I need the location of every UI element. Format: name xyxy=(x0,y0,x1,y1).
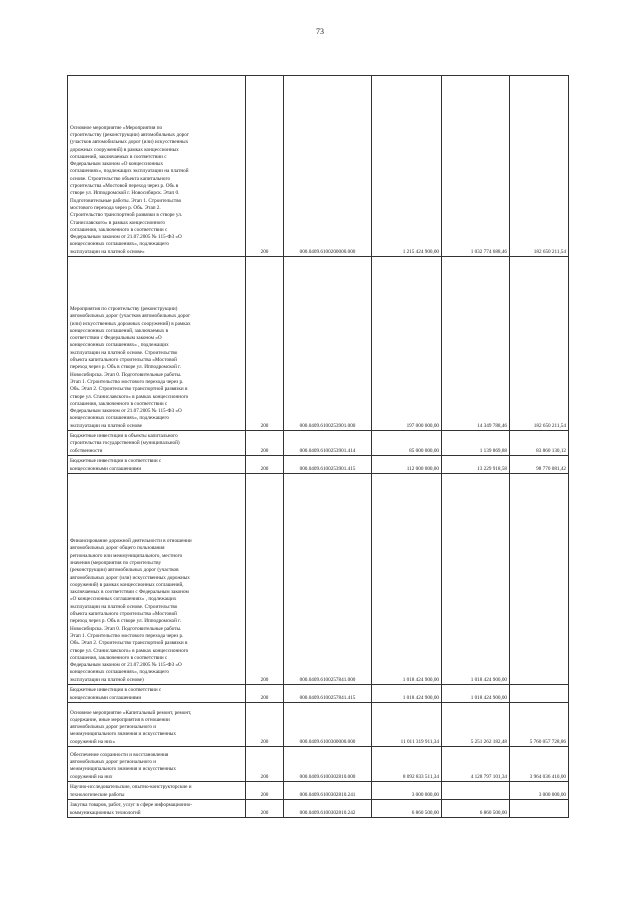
row-code-cell: 200 xyxy=(246,747,284,782)
row-classification-cell: 000.0409.6100302810.000 xyxy=(284,747,372,782)
row-name-cell: Основное мероприятие «Капитальный ремонт, ремонт, содержание, иные мероприятия в отношении автомобильных дорог регионального и межмуниципального значения и искусственных сооружений на них» xyxy=(68,703,246,747)
row-value-cell: 5 251 262 182,48 xyxy=(442,703,510,747)
row-value-cell: 1 215 424 900,00 xyxy=(372,76,442,257)
page-number: 73 xyxy=(316,27,324,36)
row-value-cell: 1 018 424 900,00 xyxy=(442,685,510,703)
table-row xyxy=(68,747,569,782)
row-classification-cell: 000.0409.6100253901.000 xyxy=(284,257,372,431)
row-classification-cell: 000.0409.6100200000.000 xyxy=(284,76,372,257)
row-value-cell xyxy=(510,685,569,703)
table-row xyxy=(68,431,569,456)
row-classification-cell: 000.0409.6100302810.242 xyxy=(284,800,372,818)
budget-table xyxy=(67,75,569,818)
table-row xyxy=(68,76,569,257)
row-classification-cell: 000.0409.6100253901.415 xyxy=(284,456,372,474)
row-code-cell: 200 xyxy=(246,431,284,456)
row-name-cell: Закупка товаров, работ, услуг в сфере информационно- коммуникационных технологий xyxy=(68,800,246,818)
row-value-cell xyxy=(510,800,569,818)
row-name-cell: Обеспечение сохранности и восстановления автомобильных дорог регионального и межмуниципального значения и искусственных сооружений на них xyxy=(68,747,246,782)
row-value-cell xyxy=(510,474,569,685)
row-value-cell: 197 000 000,00 xyxy=(372,257,442,431)
row-value-cell: 83 860 130,12 xyxy=(510,431,569,456)
row-code-cell: 200 xyxy=(246,800,284,818)
table-row xyxy=(68,703,569,747)
row-code-cell: 200 xyxy=(246,474,284,685)
row-value-cell: 1 032 774 688,46 xyxy=(442,76,510,257)
row-value-cell: 5 760 057 728,86 xyxy=(510,703,569,747)
row-value-cell: 3 000 000,00 xyxy=(372,782,442,800)
row-code-cell: 200 xyxy=(246,703,284,747)
row-value-cell: 11 011 319 911,34 xyxy=(372,703,442,747)
row-value-cell: 182 650 211,54 xyxy=(510,257,569,431)
row-classification-cell: 000.0409.6100253901.414 xyxy=(284,431,372,456)
row-name-cell: Бюджетные инвестиции в соответствии с концессионными соглашениями xyxy=(68,456,246,474)
row-value-cell: 8 092 833 511,34 xyxy=(372,747,442,782)
row-value-cell: 3 000 000,00 xyxy=(510,782,569,800)
row-value-cell: 1 018 424 900,00 xyxy=(372,685,442,703)
row-value-cell: 3 964 036 410,00 xyxy=(510,747,569,782)
row-value-cell: 6 860 500,00 xyxy=(442,800,510,818)
row-value-cell: 182 650 211,54 xyxy=(510,76,569,257)
table-row xyxy=(68,800,569,818)
row-name-cell: Основное мероприятие «Мероприятия по строительству (реконструкции) автомобильных дорог (участков автомобильных дорог (или) искусственных дорожных сооружений) в рамках концессионных соглашений, заключаемых в соответствии с Федеральным законом «О концессионных соглашениях», подлежащих эксплуатации на платной основе. Строительство объекта капитального строительства «Мостовой переход через р. Обь в створе ул. Ипподромской г. Новосибирск. Этап 0. Подготовительные работы. Этап 1. Строительство мостового перехода через р. Обь. Этап 2. Строительство транспортной развязки в створе ул. Станиславского» в рамках концессионного соглашения, заключенного в соответствии с Федеральным законом от 21.07.2005 № 115-ФЗ «О концессионных соглашениях», подлежащего эксплуатации на платной основе» xyxy=(68,76,246,257)
row-classification-cell: 000.0409.6100257841.000 xyxy=(284,474,372,685)
row-value-cell: 4 128 797 101,34 xyxy=(442,747,510,782)
row-name-cell: Бюджетные инвестиции в объекты капитального строительства государственной (муниципальной) собственности xyxy=(68,431,246,456)
row-classification-cell: 000.0409.6100302810.241 xyxy=(284,782,372,800)
row-value-cell: 112 000 000,00 xyxy=(372,456,442,474)
row-name-cell: Мероприятия по строительству (реконструкции) автомобильных дорог (участков автомобильных дорог (или) искусственных дорожных сооружений) в рамках концессионных соглашений, заключаемых в соответствии с Федеральным законом «О концессионных соглашениях» , подлежащих эксплуатации на платной основе. Строительство объекта капитального строительства «Мостовой переход через р. Обь в створе ул. Ипподромской г. Новосибирска. Этап 0. Подготовительные работы. Этап 1. Строительство мостового перехода через р. Обь. Этап 2. Строительство транспортной развязки в створе ул. Станиславского» в рамках концессионного соглашения, заключенного в соответствии с Федеральным законом от 21.07.2005 № 115-ФЗ «О концессионных соглашениях», подлежащего эксплуатации на платной основе xyxy=(68,257,246,431)
row-value-cell: 1 018 424 900,00 xyxy=(442,474,510,685)
row-value-cell: 98 770 081,42 xyxy=(510,456,569,474)
row-code-cell: 200 xyxy=(246,257,284,431)
row-value-cell: 13 229 918,58 xyxy=(442,456,510,474)
row-value-cell: 1 018 424 900,00 xyxy=(372,474,442,685)
table-row xyxy=(68,685,569,703)
row-code-cell: 200 xyxy=(246,782,284,800)
row-value-cell: 1 139 869,88 xyxy=(442,431,510,456)
row-name-cell: Научно-исследовательские, опытно-конструкторские и технологические работы xyxy=(68,782,246,800)
row-code-cell: 200 xyxy=(246,685,284,703)
table-row xyxy=(68,257,569,431)
row-name-cell: Бюджетные инвестиции в соответствии с концессионными соглашениями xyxy=(68,685,246,703)
row-value-cell xyxy=(442,782,510,800)
row-name-cell: Финансирование дорожной деятельности в отношении автомобильных дорог общего пользования регионального или межмуниципального, местного значения (мероприятия по строительству (реконструкции) автомобильных дорог (участков автомобильных дорог (или) искусственных дорожных сооружений) в рамках концессионных соглашений, заключаемых в соответствии с Федеральным законом «О концессионных соглашениях» , подлежащих эксплуатации на платной основе. Строительство объекта капитального строительства «Мостовой переход через р. Обь в створе ул. Ипподромской г. Новосибирска. Этап 0. Подготовительные работы. Этап 1. Строительство мостового перехода через р. Обь. Этап 2. Строительство транспортной развязки в створе ул. Станиславского» в рамках концессионного соглашения, заключенного в соответствии с Федеральным законом от 21.07.2005 № 115-ФЗ «О концессионных соглашениях», подлежащего эксплуатации на платной основе) xyxy=(68,474,246,685)
table-row xyxy=(68,474,569,685)
row-value-cell: 85 000 000,00 xyxy=(372,431,442,456)
row-classification-cell: 000.0409.6100257841.415 xyxy=(284,685,372,703)
table-row xyxy=(68,456,569,474)
row-classification-cell: 000.0409.6100300000.000 xyxy=(284,703,372,747)
row-value-cell: 14 349 788,46 xyxy=(442,257,510,431)
table-row xyxy=(68,782,569,800)
row-code-cell: 200 xyxy=(246,456,284,474)
row-code-cell: 200 xyxy=(246,76,284,257)
row-value-cell: 6 860 500,00 xyxy=(372,800,442,818)
